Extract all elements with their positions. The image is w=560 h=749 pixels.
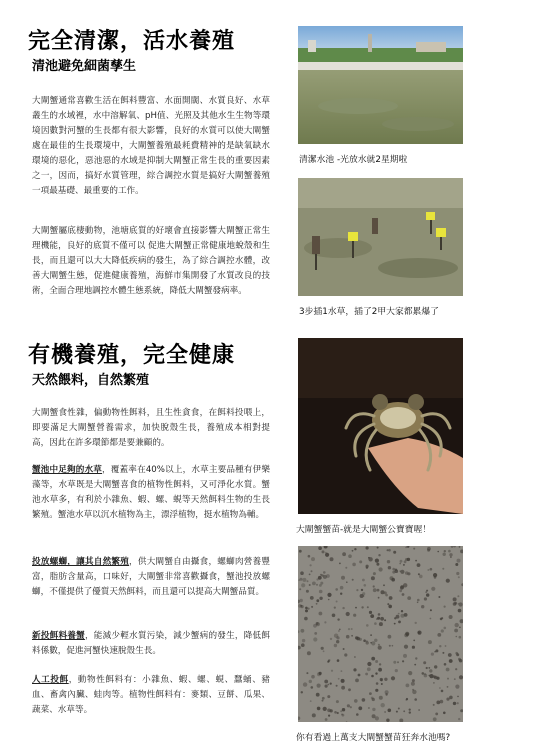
photo-planting-weeds-caption: 3步插1水草，插了2甲大家都累爆了: [299, 307, 439, 317]
feed-item-manual-feeding-lead: 人工投餌: [32, 675, 69, 685]
feed-item-water-plants: [32, 463, 270, 523]
photo-crab-in-hand-caption: 大閘蟹蟹苗-就是大閘蟹公寶寶喔！: [296, 525, 432, 535]
section1-paragraph-2: 大閘蟹屬底棲動物，池塘底質的好壞會直接影響大閘蟹正常生理機能，良好的底質不僅可以 促進大閘蟹正常健康地蛻殼和生長，而且還可以大大降低疾病的發生，為了綜合調控水體，改善大閘蟹生態，促進健康養殖，海鮮市集開發了水質改良的技術，全面合理地調控水體生態系統，降低大閘蟹發病率。: [32, 226, 270, 296]
photo-clean-pond-caption: 清潔水池 -光放水就2星期啦: [299, 155, 408, 165]
section2-title: 有機養殖，完全健康: [28, 343, 236, 368]
photo-clean-pond: [298, 26, 463, 144]
section1-title: 完全清潔，活水養殖: [28, 29, 236, 54]
photo-crab-fry-caption: 你有看過上萬支大閘蟹蟹苗狂奔水池嗎?: [296, 733, 451, 743]
section2-paragraph-1: 大閘蟹食性雜，偏動物性餌料，且生性貪食，在餌料投喂上，即要滿足大閘蟹營養需求，加快脫殼生長，養殖成本相對提高，因此在許多環節都是要兼顧的。: [32, 408, 270, 448]
section2-subtitle: 天然餵料，自然繁殖: [32, 373, 150, 388]
feed-item-snails: [32, 555, 270, 600]
photo-crab-in-hand: [298, 338, 463, 514]
photo-planting-weeds: [298, 178, 463, 296]
feed-item-water-plants-lead: 蟹池中足夠的水草: [32, 465, 103, 475]
feed-item-water-plants-text: ，覆蓋率在40%以上，水草主要品種有伊樂藻等，水草既是大閘蟹喜食的植物性餌料，又可淨化水質。蟹池水草多，有利於小雜魚、蝦、螺、蜆等天然餌料生物的生長繁殖。蟹池水草以沉水植物為主，漂浮植物，挺水植物為輔。: [32, 465, 270, 520]
feed-item-manual-feeding-text: ，動物性餌料有：小雜魚、蝦、螺、蜆、蠶蛹、豬血、畜禽內臟、蛙肉等。植物性餌料有：麥類、豆餅、瓜果、蔬菜、水草等。: [32, 675, 270, 715]
feed-item-snails-lead: 投放螺螄，讓其自然繁殖: [32, 557, 130, 567]
feed-item-new-feed: [32, 629, 270, 659]
feed-item-new-feed-text: ，能減少輕水質污染，減少蟹病的發生，降低餌料係數，促進河蟹快速脫殼生長。: [32, 631, 270, 656]
feed-item-manual-feeding: [32, 673, 270, 718]
section1-paragraph-1: 大閘蟹通常喜歡生活在餌料豐富、水面開闊、水質良好、水草叢生的水域裡，水中溶解氧、pH值、光照及其他水生生物等環境因數對河蟹的生長都有很大影響，良好的水質可以使大閘蟹處在最佳的生長環境中，大閘蟹養殖最耗費精神的是缺氧缺水環境的惡化，惡池惡的水域是抑制大閘蟹正常生長的重要因素之一，因而，搞好水質管理，綜合調控水質是搞好大閘蟹養殖一項最基礎、最重要的工作。: [32, 96, 270, 196]
section1-subtitle: 清池避免細菌孳生: [32, 59, 137, 74]
feed-item-new-feed-lead: 新投餌料養蟹: [32, 631, 85, 641]
photo-crab-fry: [298, 546, 463, 722]
feed-item-snails-text: ，供大閘蟹自由攝食，螺螄肉營養豐富，脂肪含量高，口味好，大閘蟹非常喜歡攝食，蟹池投放螺螄，不僅提供了優質天然餌料，而且還可以提高大閘蟹品質。: [32, 557, 270, 597]
